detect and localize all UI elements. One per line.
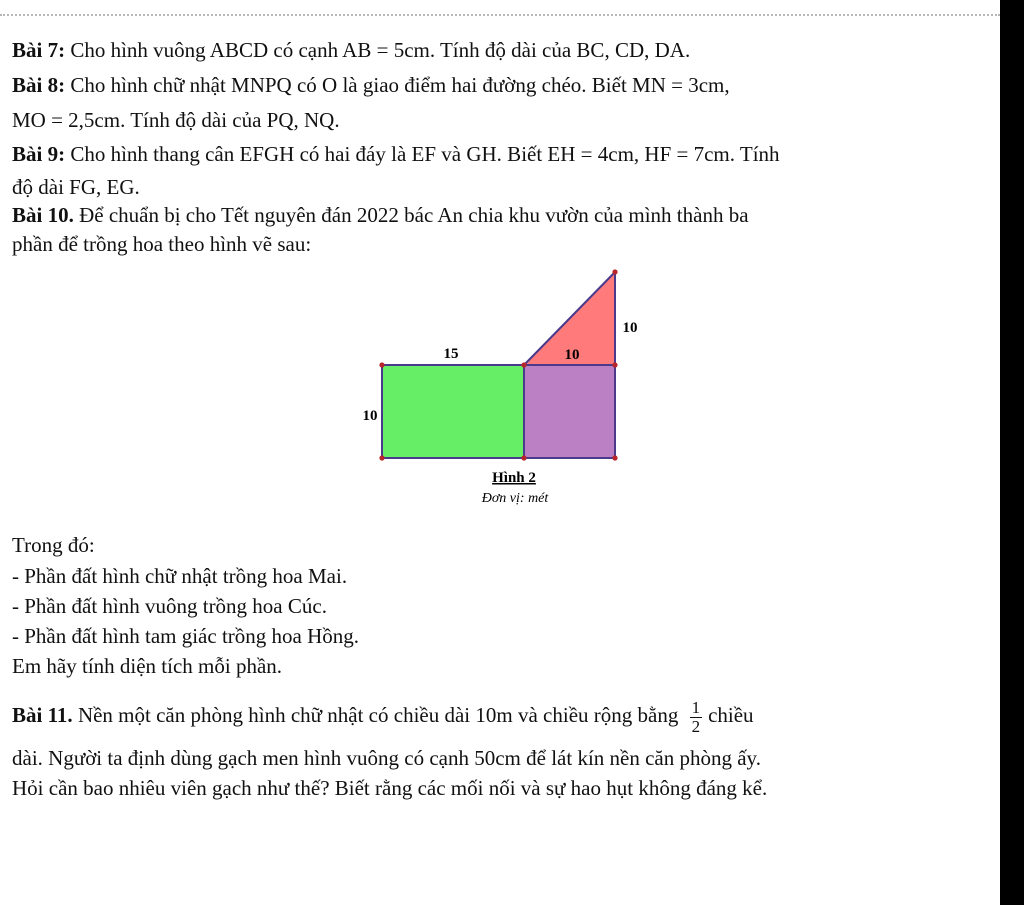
vertex-point xyxy=(379,362,384,367)
vertex-point xyxy=(521,455,526,460)
exercise-7: Bài 7: Cho hình vuông ABCD có cạnh AB = 5cm. Tính độ dài của BC, CD, DA. xyxy=(12,38,691,62)
list-item-hong: - Phần đất hình tam giác trồng hoa Hồng. xyxy=(12,624,360,648)
rectangle-top-label: 15 xyxy=(443,346,459,362)
exercise-9-line-1: Bài 9: Cho hình thang cân EFGH có hai đáy là EF và GH. Biết EH = 4cm, HF = 7cm. Tính xyxy=(12,142,780,166)
exercise-11-line-2: dài. Người ta định dùng gạch men hình vuông có cạnh 50cm để lát kín nền căn phòng ấy. xyxy=(12,746,761,770)
figure-unit: Đơn vị: mét xyxy=(481,491,549,506)
exercise-11-line-1: Bài 11. Nền một căn phòng hình chữ nhật có chiều dài 10m và chiều rộng bằng $\frac{1}{2}$ chiều xyxy=(12,697,754,736)
one-half-fraction: $\frac{1}{2}$ xyxy=(691,697,701,736)
exercise-8-line-1: Bài 8: Cho hình chữ nhật MNPQ có O là giao điểm hai đường chéo. Biết MN = 3cm, xyxy=(12,73,730,97)
list-item-cuc: - Phần đất hình vuông trồng hoa Cúc. xyxy=(12,594,327,618)
exercise-9-line-2: độ dài FG, EG. xyxy=(12,175,140,199)
vertex-point xyxy=(612,362,617,367)
vertex-point xyxy=(379,455,384,460)
rectangle-left-label: 10 xyxy=(362,408,378,424)
exercise-11-line-3: Hỏi cần bao nhiêu viên gạch như thế? Biết rằng các mối nối và sự hao hụt không đáng kể. xyxy=(12,776,768,800)
exercise-10-line-1: Bài 10. Để chuẩn bị cho Tết nguyên đán 2022 bác An chia khu vườn của mình thành ba xyxy=(12,203,749,227)
trong-do-line: Trong đó: xyxy=(12,533,95,557)
square-plot xyxy=(524,365,615,458)
list-item-mai: - Phần đất hình chữ nhật trồng hoa Mai. xyxy=(12,564,348,588)
exercise-8-line-2: MO = 2,5cm. Tính độ dài của PQ, NQ. xyxy=(12,108,340,132)
garden-diagram xyxy=(350,262,650,512)
figure-caption: Hình 2 xyxy=(492,470,536,486)
garden-figure xyxy=(350,262,650,517)
vertex-point xyxy=(521,362,526,367)
vertex-point xyxy=(612,455,617,460)
cut-off-text-line xyxy=(0,0,1000,16)
exercise-10-line-2: phần để trồng hoa theo hình vẽ sau: xyxy=(12,232,312,256)
square-top-label: 10 xyxy=(564,347,580,363)
rectangle-plot xyxy=(382,365,524,458)
vertex-point xyxy=(612,269,617,274)
question-line: Em hãy tính diện tích mỗi phần. xyxy=(12,654,283,678)
triangle-side-label: 10 xyxy=(622,320,638,336)
